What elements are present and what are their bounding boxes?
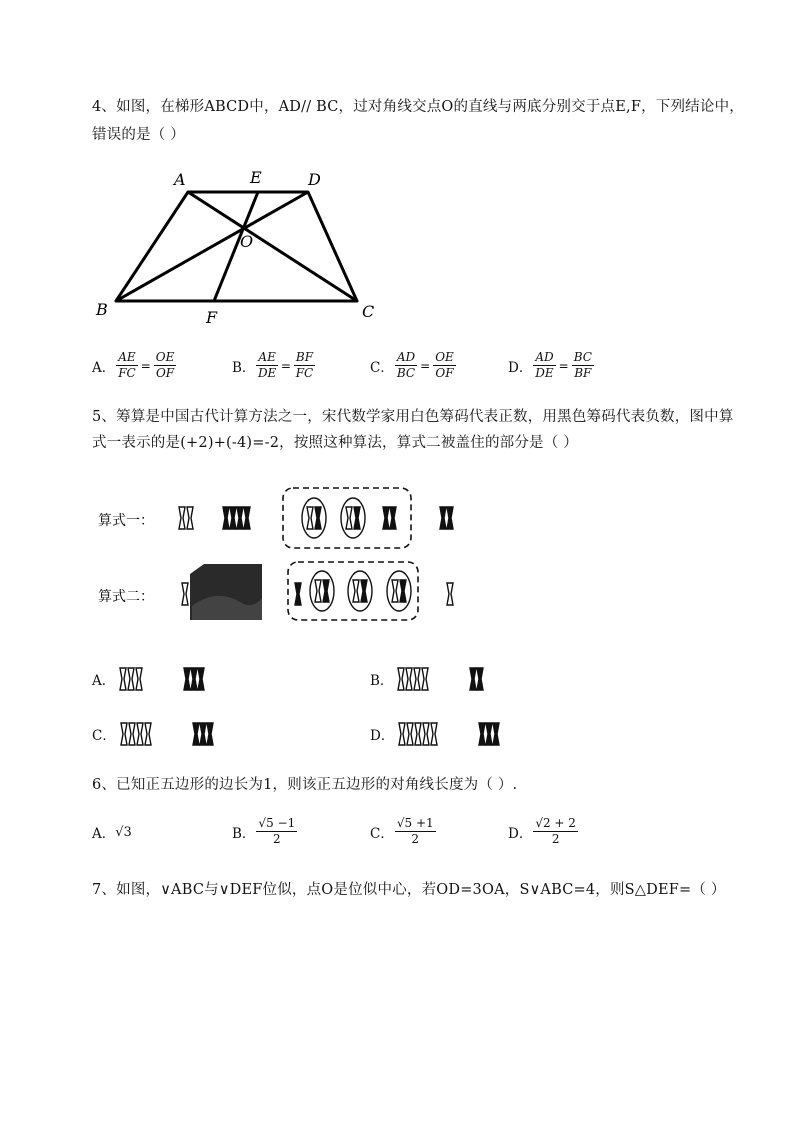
q6-option-d[interactable]: D． $\frac{√2 + 2}{2}$ <box>508 816 576 846</box>
white-rod <box>399 723 405 745</box>
black-rod <box>193 723 199 745</box>
q4-option-a[interactable]: A． $\frac{AE}{FC}$ = $\frac{OE}{OF}$ <box>92 350 175 380</box>
q4-option-d[interactable]: D． $\frac{AD}{DE}$ = $\frac{BC}{BF}$ <box>508 350 592 380</box>
label-e: E <box>250 168 262 187</box>
rod-set <box>116 720 256 748</box>
q4-stem-line2: 错误的是（ ） <box>92 127 186 143</box>
fraction: $\frac{√5 +1}{2}$ <box>396 816 434 846</box>
q5-option-d[interactable]: D． <box>370 720 534 748</box>
row1-white-rods <box>179 507 193 529</box>
q5-stem-line2: 式一表示的是(+2)+(-4)=-2，按照这种算法，算式二被盖住的部分是（ ） <box>92 435 578 451</box>
black-rod <box>191 668 197 690</box>
q5-stem-line1: 5、筹算是中国古代计算方法之一，宋代数学家用白色筹码代表正数，用黑色筹码代表负数，图中算 <box>92 409 734 425</box>
white-rod <box>406 668 412 690</box>
fraction: $\frac{AE}{FC}$ <box>118 350 136 380</box>
q6-stem: 6、已知正五边形的边长为1，则该正五边形的对角线长度为（ ）. <box>92 777 518 793</box>
white-rod <box>136 668 142 690</box>
white-rod <box>431 723 437 745</box>
pair-circle <box>348 571 372 611</box>
q4-stem-line1: 4、如图，在梯形ABCD中，AD// BC，过对角线交点O的直线与两底分别交于点E,F，下列结论中， <box>92 99 744 115</box>
row1-black-rods <box>223 507 250 529</box>
fraction: $\frac{AD}{BC}$ <box>396 350 416 380</box>
q5-option-c[interactable]: C． <box>92 720 256 748</box>
label-d: D <box>308 170 321 189</box>
fraction: $\frac{BF}{FC}$ <box>295 350 314 380</box>
black-rod <box>184 668 190 690</box>
q5-option-a[interactable]: A． <box>92 665 235 693</box>
white-rod <box>129 723 135 745</box>
white-rod <box>121 723 127 745</box>
pair-circle <box>341 498 365 538</box>
q7-stem: 7、如图，∨ABC与∨DEF位似，点O是位似中心，若OD=3OA，S∨ABC=4，则S△DEF=（ ） <box>92 882 726 898</box>
fraction: $\frac{OE}{OF}$ <box>155 350 175 380</box>
white-rod <box>120 668 126 690</box>
q6-option-a[interactable]: A． √3 <box>92 824 132 842</box>
fraction: $\frac{BC}{BF}$ <box>573 350 592 380</box>
label-a: A <box>174 170 186 189</box>
white-rod <box>398 668 404 690</box>
fraction: $\frac{OE}{OF}$ <box>435 350 454 380</box>
q4-option-c[interactable]: C． $\frac{AD}{BC}$ = $\frac{OE}{OF}$ <box>370 350 454 380</box>
black-rod <box>486 723 492 745</box>
label-f: F <box>206 308 218 327</box>
fraction: $\frac{AD}{DE}$ <box>535 350 554 380</box>
label-b: B <box>96 300 108 319</box>
white-rod <box>415 723 421 745</box>
black-rod <box>470 668 476 690</box>
white-rod <box>423 723 429 745</box>
black-rod <box>200 723 206 745</box>
rod-set <box>393 665 513 693</box>
white-rod <box>414 668 420 690</box>
black-rod <box>493 723 499 745</box>
white-rod <box>145 723 151 745</box>
rod-set <box>394 720 534 748</box>
black-rod <box>207 723 213 745</box>
q4-option-b[interactable]: B． $\frac{AE}{DE}$ = $\frac{BF}{FC}$ <box>232 350 314 380</box>
black-rod <box>477 668 483 690</box>
fraction: $\frac{AE}{DE}$ <box>257 350 277 380</box>
rod-set <box>115 665 235 693</box>
white-rod <box>128 668 134 690</box>
black-rod <box>198 668 204 690</box>
white-rod <box>422 668 428 690</box>
row1-result-rods <box>440 507 453 529</box>
label-c: C <box>362 302 375 321</box>
fraction: $\frac{√2 + 2}{2}$ <box>535 816 576 846</box>
fraction: $\frac{√5 -1}{2}$ <box>258 816 296 846</box>
pair-circle <box>387 571 411 611</box>
white-rod <box>137 723 143 745</box>
black-rod <box>479 723 485 745</box>
q6-option-c[interactable]: C． $\frac{√5 +1}{2}$ <box>370 816 434 846</box>
pair-circle <box>302 498 326 538</box>
q5-option-b[interactable]: B． <box>370 665 513 693</box>
label-o: O <box>240 232 254 251</box>
counting-rods-figure <box>90 478 480 628</box>
trapezoid-figure <box>90 165 390 330</box>
pair-circle <box>310 571 334 611</box>
row1-label: 算式一： <box>98 513 154 529</box>
white-rod <box>407 723 413 745</box>
row2-label: 算式二： <box>98 589 154 605</box>
q6-option-b[interactable]: B． $\frac{√5 -1}{2}$ <box>232 816 296 846</box>
